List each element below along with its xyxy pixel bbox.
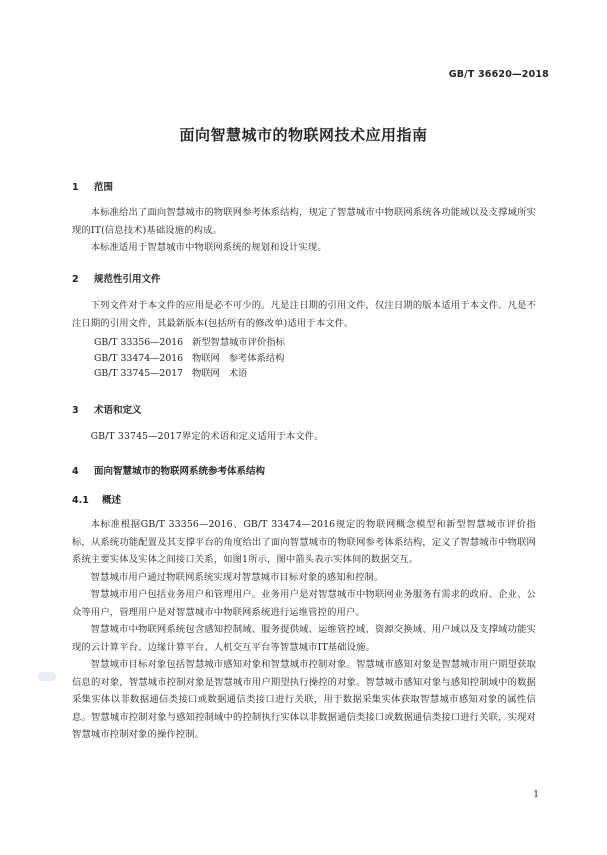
section-number: 4.1 xyxy=(72,495,89,506)
section-number: 3 xyxy=(72,405,79,416)
section-title: 概述 xyxy=(102,495,122,506)
section-4-1-body xyxy=(72,516,536,744)
section-3-body xyxy=(72,428,536,446)
document-title: 面向智慧城市的物联网技术应用指南 xyxy=(179,126,428,144)
reference-item: GB/T 33474—2016 物联网 参考体系结构 xyxy=(94,352,285,364)
scan-smudge xyxy=(38,672,56,681)
section-number: 4 xyxy=(72,466,79,477)
paragraph: 智慧城市用户通过物联网系统实现对智慧城市目标对象的感知和控制。 xyxy=(90,571,384,583)
reference-item: GB/T 33745—2017 物联网 术语 xyxy=(94,368,248,379)
section-title: 术语和定义 xyxy=(94,405,142,416)
section-1-body xyxy=(72,204,536,257)
section-title: 范围 xyxy=(94,182,114,193)
paragraph: 智慧城市目标对象包括智慧城市感知对象和智慧城市控制对象。智慧城市感知对象是智慧城市用户期望获取信息的对象，智慧城市控制对象是智慧城市用户期望执行操控的对象。智慧城市感知对象与感知控制域中的数据采集实体以非数据通信类接口或数据通信类接口进行关联，用于数据采集实体获取智慧城市感知对象的属性信息。智慧城市控制对象与感知控制域中的控制执行实体以非数据通信类接口或数据通信类接口进行关联，实现对智慧城市控制对象的操作控制。 xyxy=(72,659,536,740)
paragraph: 智慧城市用户包括业务用户和管理用户。业务用户是对智慧城市中物联网业务服务有需求的政府、企业、公众等用户，管理用户是对智慧城市中物联网系统进行运维管控的用户。 xyxy=(72,589,536,618)
page-number: 1 xyxy=(533,790,539,800)
section-2-heading xyxy=(72,271,161,285)
section-3-heading xyxy=(72,402,142,416)
section-title: 规范性引用文件 xyxy=(94,274,161,285)
section-1-heading xyxy=(72,179,113,193)
normative-references xyxy=(94,335,285,382)
paragraph: 下列文件对于本文件的应用是必不可少的。凡是注日期的引用文件，仅注日期的版本适用于本文件。凡是不注日期的引用文件，其最新版本(包括所有的修改单)适用于本文件。 xyxy=(72,300,536,329)
section-2-body xyxy=(72,297,536,332)
section-4-heading xyxy=(72,463,265,477)
section-number: 2 xyxy=(72,274,79,285)
paragraph: 本标准适用于智慧城市中物联网系统的规划和设计实现。 xyxy=(90,242,327,253)
standard-number: GB/T 36620—2018 xyxy=(448,69,549,80)
paragraph: GB/T 33745—2017界定的术语和定义适用于本文件。 xyxy=(90,431,324,442)
paragraph: 智慧城市中物联网系统包含感知控制域、服务提供域、运维管控域、资源交换域、用户域以及支撑域功能实现的云计算平台、边缘计算平台、人机交互平台等智慧城市IT基础设施。 xyxy=(72,624,536,653)
paragraph: 本标准根据GB/T 33356—2016、GB/T 33474—2016规定的物联网概念模型和新型智慧城市评价指标，从系统功能配置及其支撑平台的角度给出了面向智慧城市的物联网参考体系结构，定义了智慧城市中物联网系统主要实体及实体之间接口关系，如图1所示，图中箭头表示实体间的数据交互。 xyxy=(72,519,536,565)
section-number: 1 xyxy=(72,182,79,193)
paragraph: 本标准给出了面向智慧城市的物联网参考体系结构，规定了智慧城市中物联网系统各功能域以及支撑域所实现的IT(信息技术)基础设施的构成。 xyxy=(72,207,536,236)
section-title: 面向智慧城市的物联网系统参考体系结构 xyxy=(94,466,266,477)
reference-item: GB/T 33356—2016 新型智慧城市评价指标 xyxy=(94,337,285,348)
section-4-1-heading xyxy=(72,492,121,506)
